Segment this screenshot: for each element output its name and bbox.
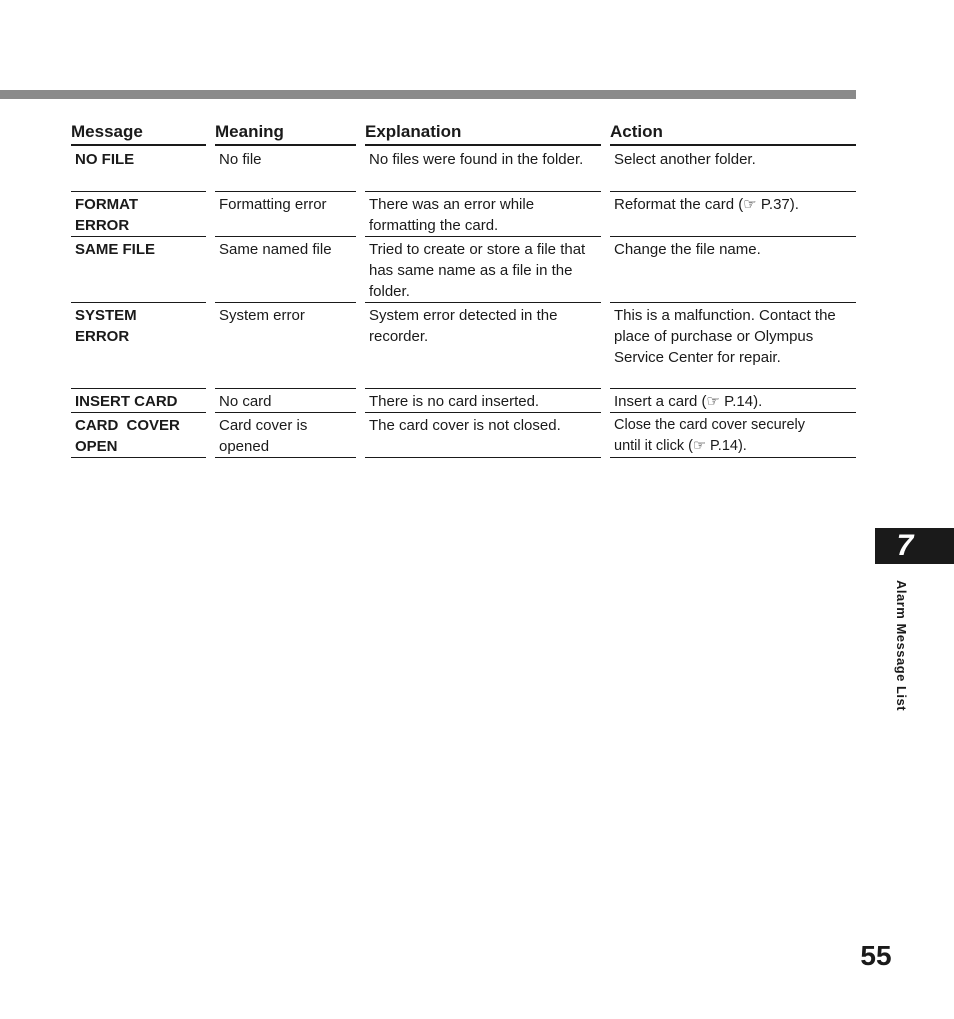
row-meaning: Card cover is opened (215, 412, 356, 458)
row-message: SAME FILE (71, 236, 206, 303)
row-explanation: The card cover is not closed. (365, 412, 601, 458)
row-explanation: No files were found in the folder. (365, 146, 601, 192)
row-meaning: No card (215, 388, 356, 413)
row-message: INSERT CARD (71, 388, 206, 413)
header-message: Message (71, 122, 206, 146)
header-meaning: Meaning (215, 122, 356, 146)
row-explanation: There was an error while formatting the card. (365, 191, 601, 237)
top-divider-bar (0, 90, 856, 99)
row-message: FORMAT ERROR (71, 191, 206, 237)
row-action: Select another folder. (610, 146, 856, 192)
row-action: This is a malfunction. Contact the place of purchase or Olympus Service Center for repair. (610, 302, 856, 389)
row-explanation: There is no card inserted. (365, 388, 601, 413)
row-message: NO FILE (71, 146, 206, 192)
row-action: Insert a card (☞ P.14). (610, 388, 856, 413)
row-action: Reformat the card (☞ P.37). (610, 191, 856, 237)
header-action: Action (610, 122, 856, 146)
row-meaning: System error (215, 302, 356, 389)
chapter-number: 7 (896, 529, 914, 562)
row-meaning: No file (215, 146, 356, 192)
row-meaning: Same named file (215, 236, 356, 303)
row-action: Change the file name. (610, 236, 856, 303)
page-number: 55 (860, 940, 892, 971)
header-explanation: Explanation (365, 122, 601, 146)
row-meaning: Formatting error (215, 191, 356, 237)
chapter-title: Alarm Message List (894, 580, 909, 712)
row-explanation: Tried to create or store a file that has same name as a file in the folder. (365, 236, 601, 303)
row-explanation: System error detected in the recorder. (365, 302, 601, 389)
row-message: CARD COVER OPEN (71, 412, 206, 458)
row-action: Close the card cover securely until it click (☞ P.14). (610, 412, 856, 458)
row-message: SYSTEM ERROR (71, 302, 206, 389)
